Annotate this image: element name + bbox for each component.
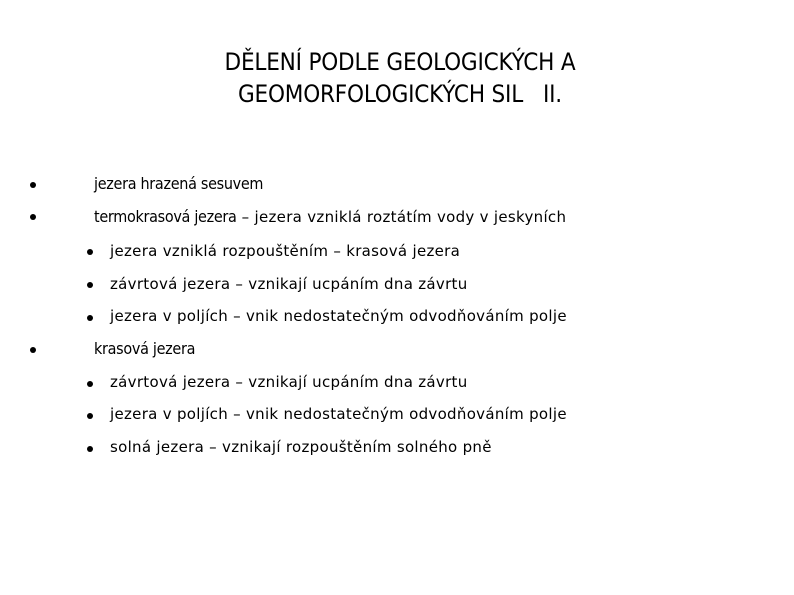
item-text: jezera vzniklá rozpouštěním – krasová jezera (110, 242, 461, 260)
item-text: jezera v poljích – vnik nedostatečným odvodňováním polje (110, 405, 567, 423)
slide-title (100, 46, 700, 110)
bullet-icon (87, 381, 93, 387)
bullet-icon (87, 413, 93, 419)
bullet-icon (30, 347, 36, 353)
bullet-icon (87, 282, 93, 288)
item-text: závrtová jezera – vznikají ucpáním dna závrtu (110, 373, 468, 391)
list-item (110, 241, 460, 261)
item-text: jezera v poljích – vnik nedostatečným odvodňováním polje (110, 307, 567, 325)
list-item (110, 404, 567, 424)
bullet-icon (30, 214, 36, 220)
list-item (110, 437, 492, 457)
list-item (94, 339, 195, 359)
item-text: závrtová jezera – vznikají ucpáním dna závrtu (110, 275, 468, 293)
item-label: krasová jezera (94, 339, 196, 358)
item-description: – jezera vzniklá roztátím vody v jeskyních (236, 208, 567, 226)
bullet-icon (87, 249, 93, 255)
item-label: termokrasová jezera (94, 207, 237, 226)
list-item (94, 207, 566, 227)
bullet-icon (87, 446, 93, 452)
title-line-2: GEOMORFOLOGICKÝCH SIL II. (238, 80, 562, 108)
list-item (94, 174, 263, 194)
title-line-1: DĚLENÍ PODLE GEOLOGICKÝCH A (224, 48, 576, 76)
list-item (110, 306, 567, 326)
bullet-icon (87, 315, 93, 321)
list-item (110, 274, 468, 294)
item-label: jezera hrazená sesuvem (94, 174, 264, 193)
item-text: solná jezera – vznikají rozpouštěním solného pně (110, 438, 492, 456)
bullet-icon (30, 182, 36, 188)
list-item (110, 372, 468, 392)
